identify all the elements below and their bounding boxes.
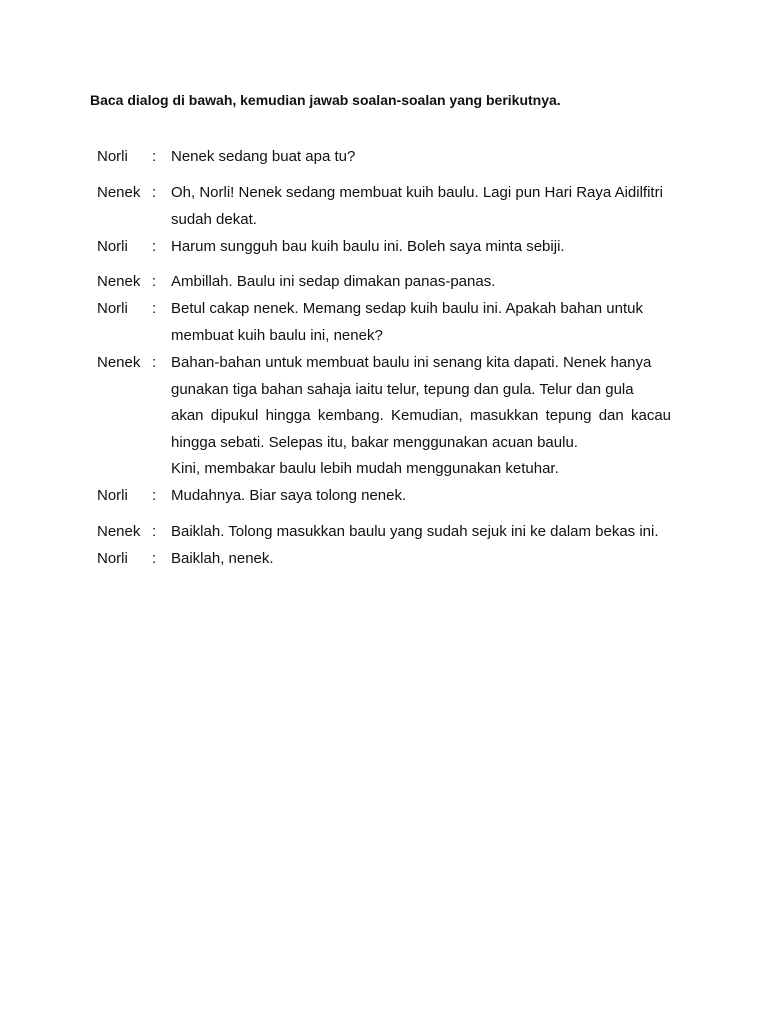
dialogue-line: Baiklah. Tolong masukkan baulu yang sudah sejuk ini ke dalam bekas ini. (171, 523, 659, 540)
dialogue-text (171, 483, 671, 510)
dialogue-line: Nenek sedang buat apa tu? (171, 148, 356, 165)
dialogue-text (171, 296, 671, 349)
dialogue-line: sudah dekat. (171, 210, 257, 228)
speaker-separator: : (152, 487, 157, 504)
dialogue-line: hingga sebati. Selepas itu, bakar menggunakan acuan baulu. (171, 433, 578, 451)
speaker-separator: : (152, 354, 157, 371)
dialogue-line: Mudahnya. Biar saya tolong nenek. (171, 487, 407, 504)
dialogue-text (171, 519, 671, 546)
speaker-name: Nenek (97, 184, 141, 201)
instruction-heading: Baca dialog di bawah, kemudian jawab soalan-soalan yang berikutnya. (90, 92, 561, 108)
dialogue-text (171, 180, 671, 233)
speaker-separator: : (152, 300, 157, 317)
dialogue-text (171, 144, 671, 171)
dialogue-line: Baiklah, nenek. (171, 550, 274, 567)
speaker-name: Nenek (97, 523, 141, 540)
dialogue-line: membuat kuih baulu ini, nenek? (171, 326, 383, 344)
dialogue-line: gunakan tiga bahan sahaja iaitu telur, tepung dan gula. Telur dan gula (171, 380, 634, 398)
dialogue-line: Kini, membakar baulu lebih mudah menggunakan ketuhar. (171, 460, 559, 477)
speaker-separator: : (152, 273, 157, 290)
dialogue-text (171, 350, 671, 483)
dialogue-text (171, 269, 671, 296)
speaker-name: Nenek (97, 273, 141, 290)
speaker-separator: : (152, 550, 157, 567)
dialogue-line: Oh, Norli! Nenek sedang membuat kuih baulu. Lagi pun Hari Raya Aidilfitri (171, 184, 663, 201)
dialogue-line: akan dipukul hingga kembang. Kemudian, masukkan tepung dan kacau (171, 407, 671, 424)
speaker-separator: : (152, 148, 157, 165)
speaker-name: Nenek (97, 354, 141, 371)
dialogue-line: Bahan-bahan untuk membuat baulu ini senang kita dapati. Nenek hanya (171, 354, 652, 371)
dialogue-line: Harum sungguh bau kuih baulu ini. Boleh saya minta sebiji. (171, 238, 565, 255)
speaker-name: Norli (97, 487, 128, 504)
speaker-separator: : (152, 184, 157, 201)
dialogue-text (171, 234, 671, 261)
dialogue-text (171, 546, 671, 573)
speaker-name: Norli (97, 148, 128, 165)
dialogue-line: Ambillah. Baulu ini sedap dimakan panas-panas. (171, 273, 496, 290)
speaker-name: Norli (97, 300, 128, 317)
speaker-separator: : (152, 523, 157, 540)
speaker-separator: : (152, 238, 157, 255)
dialogue-line: Betul cakap nenek. Memang sedap kuih baulu ini. Apakah bahan untuk (171, 300, 644, 317)
speaker-name: Norli (97, 238, 128, 255)
speaker-name: Norli (97, 550, 128, 567)
